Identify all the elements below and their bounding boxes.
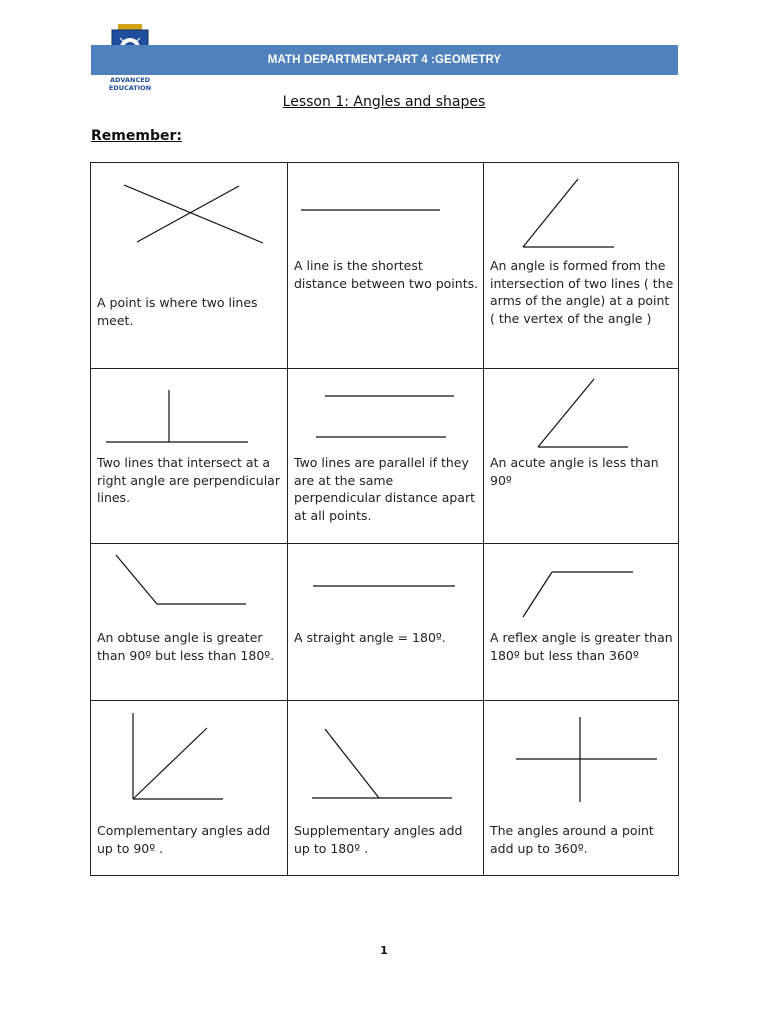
cell-text: A reflex angle is greater than 180º but less than 360º	[490, 630, 673, 663]
cell-acute	[484, 369, 679, 544]
cell-parallel	[288, 369, 484, 544]
cell-text: An obtuse angle is greater than 90º but less than 180º.	[97, 630, 275, 663]
cell-around-point	[484, 701, 679, 876]
straight-angle-diagram	[288, 544, 484, 700]
header-title: MATH DEPARTMENT-PART 4 :GEOMETRY	[267, 54, 502, 66]
cell-text: A straight angle = 180º.	[294, 630, 446, 645]
cell-obtuse	[91, 544, 288, 701]
cell-text: An acute angle is less than 90º	[490, 455, 659, 488]
remember-heading: Remember:	[91, 128, 182, 144]
svg-text:ADVANCED: ADVANCED	[109, 76, 151, 84]
cell-text: Complementary angles add up to 90º .	[97, 823, 271, 856]
cell-straight	[288, 544, 484, 701]
cell-text: The angles around a point add up to 360º.	[490, 823, 654, 856]
cell-reflex	[484, 544, 679, 701]
cell-text: Two lines that intersect at a right angle are perpendicular lines.	[97, 455, 280, 505]
svg-text:EDUCATION: EDUCATION	[108, 84, 152, 92]
table-row	[91, 369, 679, 544]
obtuse-angle-diagram	[91, 544, 288, 700]
cell-text: Supplementary angles add up to 180º .	[294, 823, 463, 856]
geometry-table	[90, 162, 679, 876]
cell-perpendicular	[91, 369, 288, 544]
cell-supplementary	[288, 701, 484, 876]
table-row	[91, 701, 679, 876]
table-row	[91, 163, 679, 369]
reflex-angle-diagram	[484, 544, 679, 700]
header-bar	[91, 45, 678, 75]
cell-line	[288, 163, 484, 369]
table-row	[91, 544, 679, 701]
lesson-title: Lesson 1: Angles and shapes	[282, 94, 486, 110]
cell-text: An angle is formed from the intersection of two lines ( the arms of the angle) at a point ( the vertex of the angle )	[490, 258, 674, 326]
cell-text: A line is the shortest distance between two points.	[294, 258, 479, 291]
cell-text: A point is where two lines meet.	[97, 295, 258, 328]
cell-point	[91, 163, 288, 369]
cell-angle	[484, 163, 679, 369]
page-number: 1	[380, 944, 388, 957]
intersecting-lines-diagram	[91, 163, 288, 368]
cell-complementary	[91, 701, 288, 876]
cell-text: Two lines are parallel if they are at the same perpendicular distance apart at all points.	[294, 455, 475, 523]
